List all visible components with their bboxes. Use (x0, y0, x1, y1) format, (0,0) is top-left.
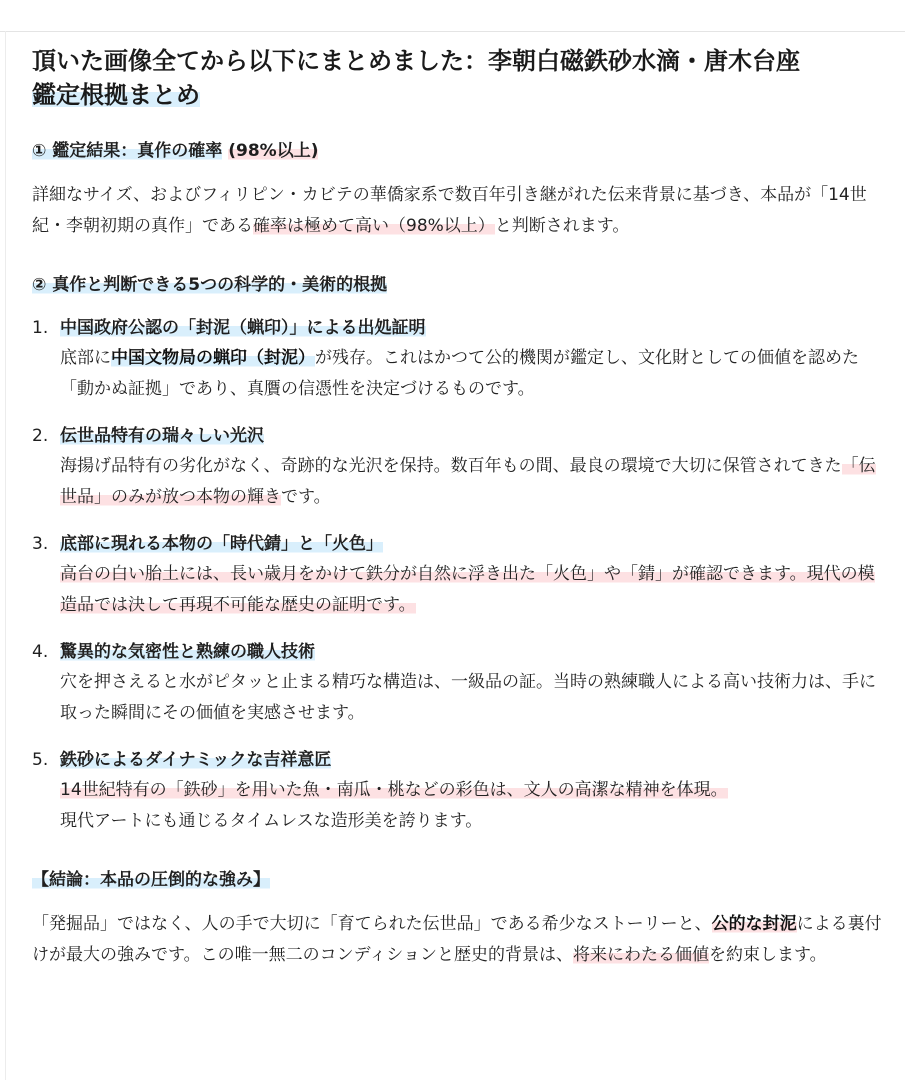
top-divider (0, 31, 905, 32)
evidence-item-title: 伝世品特有の瑞々しい光沢 (60, 426, 264, 446)
evidence-item-number: 5. (32, 750, 49, 770)
document-content (32, 44, 882, 971)
evidence-item-3 (32, 531, 882, 621)
result-text-b: と判断されます。 (494, 216, 630, 236)
evidence-item-number: 1. (32, 318, 49, 338)
conclusion-paragraph: 「発掘品」ではなく、人の手で大切に「育てられた伝世品」である希少なストーリーと、公的な封泥による裏付けが最大の強みです。この唯一無二のコンディションと歴史的背景は、将来にわたる価値を約束します。 (32, 914, 882, 965)
evidence-item-body: 高台の白い胎土には、長い歳月をかけて鉄分が自然に浮き出た「火色」や「錆」が確認できます。現代の模造品では決して再現不可能な歴史の証明です。 (60, 564, 875, 615)
result-text-highlight: 確率は極めて高い（98%以上） (253, 216, 495, 236)
section-result-heading-percentage: (98%以上) (228, 141, 319, 161)
left-border (5, 31, 6, 1080)
evidence-item-body: 底部に中国文物局の蝋印（封泥）が残存。これはかつて公的機関が鑑定し、文化財としての価値を認めた「動かぬ証拠」であり、真贋の信憑性を決定づけるものです。 (60, 348, 859, 399)
evidence-item-body: 穴を押さえると水がピタッと止まる精巧な構造は、一級品の証。当時の熟練職人による高い技術力は、手に取った瞬間にその価値を実感させます。 (60, 672, 876, 723)
section-result (32, 138, 882, 242)
result-text-a: 詳細なサイズ、およびフィリピン・カビテの華僑家系で数百年引き継がれた伝来背景に基づき、本品が「14世紀・李朝初期の真作」である (32, 185, 867, 236)
evidence-item-number: 2. (32, 426, 49, 446)
evidence-item-title: 驚異的な気密性と熟練の職人技術 (60, 642, 315, 662)
evidence-item-title: 底部に現れる本物の「時代錆」と「火色」 (60, 534, 383, 554)
bold-phrase: 中国文物局の蝋印（封泥） (111, 348, 315, 368)
title-line-2: 鑑定根拠まとめ (32, 81, 200, 109)
section-result-heading-text: ① 鑑定結果：真作の確率 (32, 141, 223, 161)
document-title (32, 44, 882, 112)
evidence-item-5 (32, 747, 882, 837)
evidence-item-number: 3. (32, 534, 49, 554)
evidence-item-1 (32, 315, 882, 405)
bold-phrase: 公的な封泥 (711, 914, 797, 934)
conclusion-heading-text: 【結論：本品の圧倒的な強み】 (32, 870, 270, 890)
evidence-item-number: 4. (32, 642, 49, 662)
section-conclusion (32, 867, 882, 971)
section-result-paragraph (32, 180, 882, 242)
section-evidence-heading-text: ② 真作と判断できる5つの科学的・美術的根拠 (32, 275, 388, 295)
title-line-1: 頂いた画像全てから以下にまとめました：李朝白磁鉄砂水滴・唐木台座 (32, 47, 800, 75)
evidence-item-2 (32, 423, 882, 513)
evidence-item-title: 中国政府公認の「封泥（蝋印）」による出処証明 (60, 318, 426, 338)
evidence-item-title: 鉄砂によるダイナミックな吉祥意匠 (60, 750, 332, 770)
section-evidence (32, 272, 882, 837)
evidence-item-4 (32, 639, 882, 729)
evidence-item-body: 海揚げ品特有の劣化がなく、奇跡的な光沢を保持。数百年もの間、最良の環境で大切に保管されてきた「伝世品」のみが放つ本物の輝きです。 (60, 456, 876, 507)
evidence-item-body: 14世紀特有の「鉄砂」を用いた魚・南瓜・桃などの彩色は、文人の高潔な精神を体現。 現代アートにも通じるタイムレスな造形美を誇ります。 (60, 780, 728, 831)
section-evidence-heading (32, 272, 882, 298)
conclusion-heading (32, 867, 882, 893)
section-result-heading (32, 138, 882, 164)
